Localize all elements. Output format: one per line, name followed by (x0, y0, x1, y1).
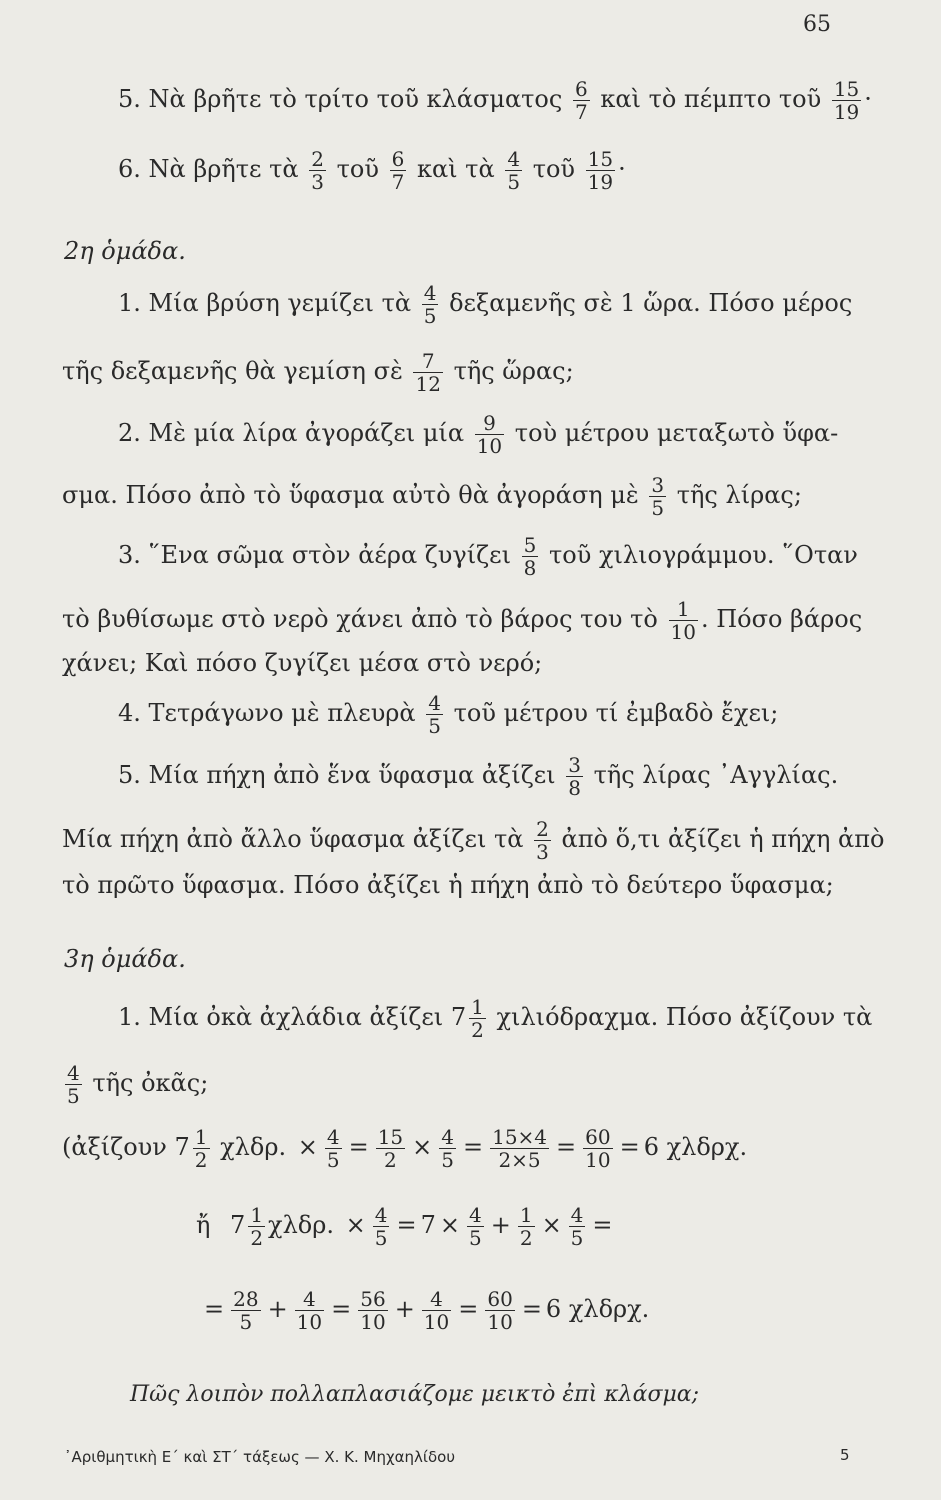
fraction: $\frac{60}{10}$ (585, 1125, 611, 1172)
problem-2-5-line-2: Μία πήχη ἀπὸ ἄλλο ὕφασμα ἀξίζει τὰ $\frac{2}{3}$ ἀπὸ ὅ,τι ἀξίζει ἡ πήχη ἀπὸ (62, 817, 885, 864)
fraction: $\frac{2}{3}$ (311, 147, 324, 194)
problem-2-3-line-1: 3. ῞Ενα σῶμα στὸν ἀέρα ζυγίζει $\frac{5}{8}$ τοῦ χιλιογράμμου. ῞Οταν (118, 533, 858, 580)
page-number: 65 (803, 12, 831, 37)
fraction: $\frac{3}{8}$ (568, 753, 581, 800)
fraction: $\frac{60}{10}$ (487, 1287, 513, 1334)
problem-2-1-line-2: τῆς δεξαμενῆς θὰ γεμίση σὲ $\frac{7}{12}$ τῆς ὥρας; (62, 349, 574, 396)
equation-1: (ἀξίζουν 7 $\frac{1}{2}$ χλδρ. × $\frac{4}{5}$ = $\frac{15}{2}$ × $\frac{4}{5}$ = $\frac{15\times 4}{2\times 5}$ = $\frac{60}{10}$ = 6 χλδρχ. (62, 1125, 748, 1172)
fraction: $\frac{1}{2}$ (471, 995, 484, 1042)
fraction: $\frac{4}{5}$ (67, 1061, 80, 1108)
fraction: $\frac{2}{3}$ (536, 817, 549, 864)
fraction: $\frac{56}{10}$ (360, 1287, 386, 1334)
fraction: $\frac{9}{10}$ (476, 411, 503, 458)
fraction: $\frac{4}{10}$ (423, 1287, 450, 1334)
equation-2: ἤ 7 $\frac{1}{2}$ χλδρ. × $\frac{4}{5}$ = 7 × $\frac{4}{5}$ + $\frac{1}{2}$ × $\frac{4}{5}$ = (196, 1203, 613, 1250)
group-2-title: 2η ὁμάδα. (64, 237, 186, 265)
fraction: $\frac{1}{2}$ (250, 1203, 264, 1250)
problem-3-1-line-1: 1. Μία ὀκὰ ἀχλάδια ἀξίζει 7 $\frac{1}{2}$ χιλιόδραχμα. Πόσο ἀξίζουν τὰ (118, 995, 873, 1042)
fraction: $\frac{4}{5}$ (428, 691, 441, 738)
fraction: $\frac{1}{10}$ (670, 597, 696, 644)
fraction: $\frac{15\times 4}{2\times 5}$ (492, 1125, 548, 1172)
fraction: $\frac{6}{7}$ (391, 147, 405, 194)
footer-signature: 5 (840, 1446, 850, 1464)
footer-title: ᾿Αριθμητικὴ Ε΄ καὶ ΣΤ΄ τάξεως — Χ. Κ. Μηχαηλίδου (64, 1448, 456, 1466)
exercise-6: 6. Νὰ βρῆτε τὰ $\frac{2}{3}$ τοῦ $\frac{6}{7}$ καὶ τὰ $\frac{4}{5}$ τοῦ $\frac{15}{19}$ · (118, 147, 626, 194)
problem-3-1-line-2: $\frac{4}{5}$ τῆς ὀκᾶς; (67, 1061, 209, 1108)
fraction: $\frac{6}{7}$ (574, 77, 588, 124)
fraction: $\frac{15}{2}$ (377, 1125, 404, 1172)
fraction: $\frac{15}{19}$ (587, 147, 614, 194)
fraction: $\frac{4}{5}$ (374, 1203, 388, 1250)
exercise-5: 5. Νὰ βρῆτε τὸ τρίτο τοῦ κλάσματος $\frac{6}{7}$ καὶ τὸ πέμπτο τοῦ $\frac{15}{19}$ · (118, 77, 872, 124)
fraction: $\frac{4}{5}$ (423, 281, 437, 328)
fraction: $\frac{1}{2}$ (519, 1203, 533, 1250)
equation-3: = $\frac{28}{5}$ + $\frac{4}{10}$ = $\frac{56}{10}$ + $\frac{4}{10}$ = $\frac{60}{10}$ = 6 χλδρχ. (204, 1287, 650, 1334)
fraction: $\frac{3}{5}$ (651, 473, 665, 520)
problem-2-3-line-2: τὸ βυθίσωμε στὸ νερὸ χάνει ἀπὸ τὸ βάρος του τὸ $\frac{1}{10}$ . Πόσο βάρος (62, 597, 863, 644)
problem-2-3-line-3: χάνει; Καὶ πόσο ζυγίζει μέσα στὸ νερό; (62, 649, 543, 677)
closing-question: Πῶς λοιπὸν πολλαπλασιάζομε μεικτὸ ἐπὶ κλάσμα; (130, 1382, 700, 1407)
problem-2-2-line-1: 2. Μὲ μία λίρα ἀγοράζει μία $\frac{9}{10}$ τοὺ μέτρου μεταξωτὸ ὕφα- (118, 411, 839, 458)
problem-2-2-line-2: σμα. Πόσο ἀπὸ τὸ ὕφασμα αὐτὸ θὰ ἀγοράση μὲ $\frac{3}{5}$ τῆς λίρας; (62, 473, 802, 520)
fraction: $\frac{4}{5}$ (468, 1203, 482, 1250)
group-3-title: 3η ὁμάδα. (64, 945, 186, 973)
problem-2-1-line-1: 1. Μία βρύση γεμίζει τὰ $\frac{4}{5}$ δεξαμενῆς σὲ 1 ὥρα. Πόσο μέρος (118, 281, 853, 328)
fraction: $\frac{4}{10}$ (296, 1287, 323, 1334)
fraction: $\frac{4}{5}$ (326, 1125, 340, 1172)
problem-2-5-line-1: 5. Μία πήχη ἀπὸ ἕνα ὕφασμα ἀξίζει $\frac{3}{8}$ τῆς λίρας ᾿Αγγλίας. (118, 753, 839, 800)
fraction: $\frac{1}{2}$ (194, 1125, 208, 1172)
fraction: $\frac{5}{8}$ (523, 533, 537, 580)
fraction: $\frac{28}{5}$ (233, 1287, 259, 1334)
problem-2-4: 4. Τετράγωνο μὲ πλευρὰ $\frac{4}{5}$ τοῦ μέτρου τί ἐμβαδὸ ἔχει; (118, 691, 779, 738)
fraction: $\frac{4}{5}$ (441, 1125, 454, 1172)
fraction: $\frac{4}{5}$ (507, 147, 521, 194)
fraction: $\frac{15}{19}$ (833, 77, 860, 124)
fraction: $\frac{4}{5}$ (570, 1203, 584, 1250)
problem-2-5-line-3: τὸ πρῶτο ὕφασμα. Πόσο ἀξίζει ἡ πήχη ἀπὸ τὸ δεύτερο ὕφασμα; (62, 871, 834, 899)
fraction: $\frac{7}{12}$ (415, 349, 441, 396)
